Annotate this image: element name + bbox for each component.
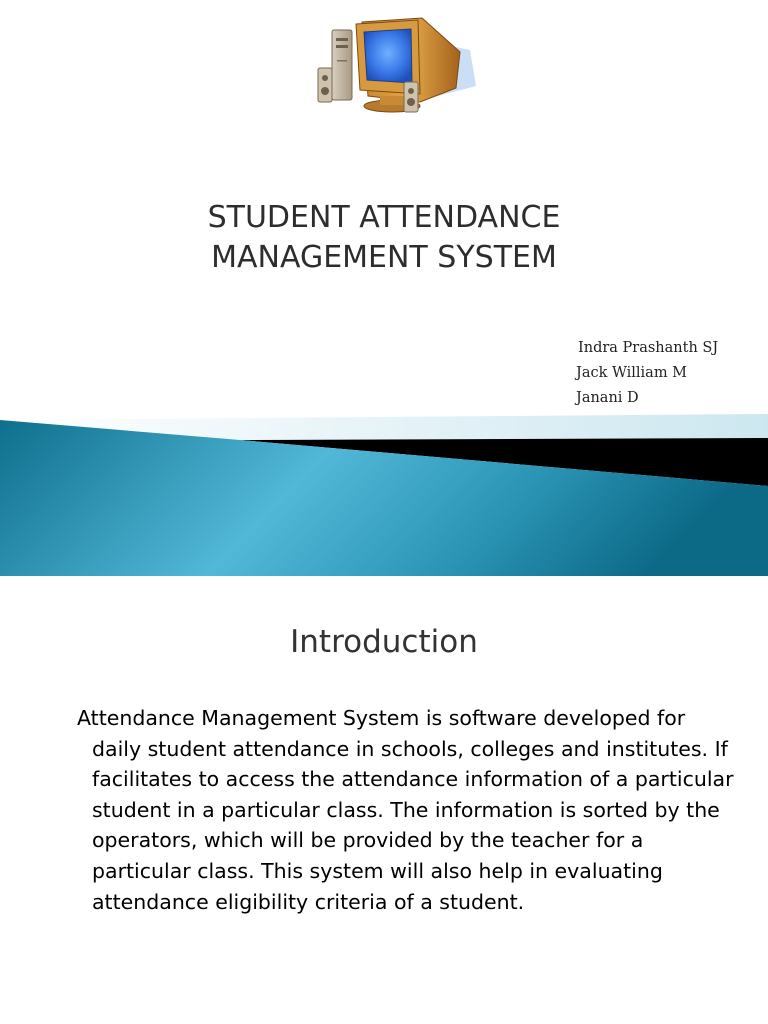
author-name: Indra Prashanth SJ xyxy=(578,340,719,356)
slide-body-text: Attendance Management System is software developed for daily student attendance in schools, colleges and institutes. If facilitates to access the attendance information of a particular student in a particular class. The information is sorted by the operators, which will be provided by the teacher for a particular class. This system will also help in evaluating attendance eligibility criteria of a student. xyxy=(77,706,734,914)
title-line-2: MANAGEMENT SYSTEM xyxy=(211,240,557,275)
slide-heading: Introduction xyxy=(290,624,478,660)
introduction-slide xyxy=(0,576,768,1024)
author-name: Jack William M xyxy=(576,365,688,381)
author-name: Janani D xyxy=(576,390,639,406)
desktop-computer-icon xyxy=(310,12,480,116)
presentation-title xyxy=(84,198,684,278)
decorative-swoosh-band xyxy=(0,400,768,576)
title-line-1: STUDENT ATTENDANCE xyxy=(207,200,561,235)
